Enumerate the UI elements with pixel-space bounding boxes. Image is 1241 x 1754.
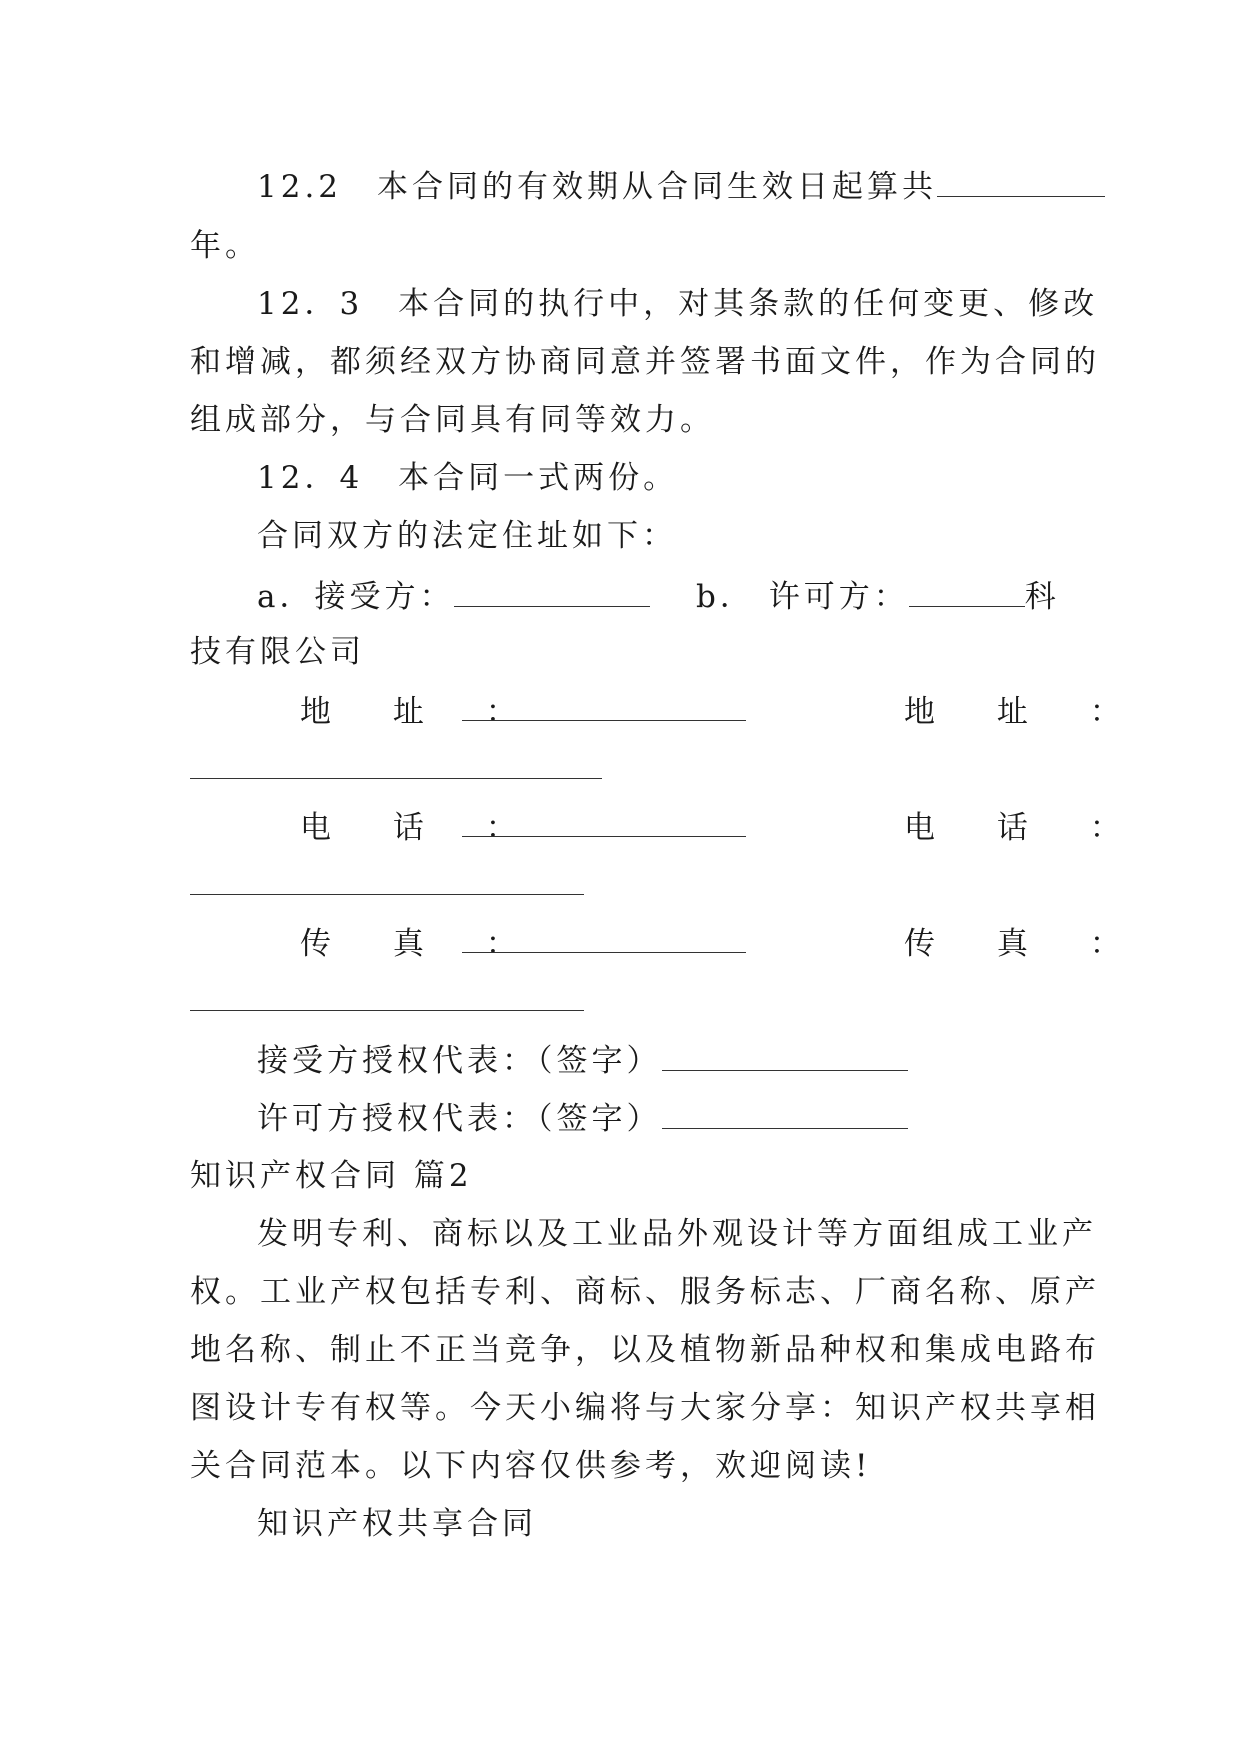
rep-b-label: 许可方授权代表：（签字） (257, 1101, 662, 1137)
fax-blank-left (462, 952, 746, 953)
clause-12-2-text: 12.2 本合同的有效期从合同生效日起算共 (257, 169, 938, 205)
intro-line4: 图设计专有权等。今天小编将与大家分享：知识产权共享相 (190, 1390, 1100, 1426)
clause-12-4: 12．4 本合同一式两份。 (257, 460, 679, 496)
address-label-left: 地 址 ： (300, 694, 543, 730)
intro-line3: 地名称、制止不正当竞争，以及植物新品种权和集成电路布 (190, 1332, 1100, 1368)
address-blank-left (462, 720, 746, 721)
party-a-label: a．接受方： (257, 579, 455, 615)
phone-label-left: 电 话 ： (300, 810, 543, 846)
fax-blank-right (190, 1010, 584, 1011)
clause-12-3-line3: 组成部分，与合同具有同等效力。 (190, 402, 715, 438)
rep-b-line (257, 1098, 908, 1139)
address-blank-right (190, 778, 602, 779)
phone-blank-right (190, 894, 584, 895)
party-b-blank (909, 576, 1025, 607)
phone-label-right: 电 话 ： (904, 810, 1147, 846)
party-b-cont: 技有限公司 (190, 634, 365, 670)
intro-line5: 关合同范本。以下内容仅供参考，欢迎阅读! (190, 1448, 872, 1484)
party-a-blank (454, 576, 650, 607)
address-intro: 合同双方的法定住址如下： (257, 518, 677, 554)
rep-a-label: 接受方授权代表：（签字） (257, 1043, 662, 1079)
fax-label-left: 传 真 ： (300, 926, 543, 962)
party-b-suffix: 科 (1024, 579, 1060, 615)
rep-b-blank (662, 1098, 908, 1129)
phone-blank-left (462, 836, 746, 837)
party-a-line (257, 576, 650, 617)
term-years-blank (937, 166, 1105, 197)
address-label-right: 地 址 ： (904, 694, 1147, 730)
subheading: 知识产权共享合同 (257, 1506, 537, 1542)
section-heading-2: 知识产权合同 篇2 (190, 1158, 473, 1194)
fax-label-right: 传 真 ： (904, 926, 1147, 962)
rep-a-blank (662, 1040, 908, 1071)
rep-a-line (257, 1040, 908, 1081)
clause-12-3-line1: 12．3 本合同的执行中，对其条款的任何变更、修改 (257, 286, 1099, 322)
clause-12-2-cont: 年。 (190, 228, 260, 264)
clause-12-2 (257, 166, 1105, 207)
clause-12-3-line2: 和增减，都须经双方协商同意并签署书面文件，作为合同的 (190, 344, 1100, 380)
party-b-label: b． 许可方： (696, 579, 909, 615)
party-b-line (696, 576, 1060, 617)
intro-line2: 权。工业产权包括专利、商标、服务标志、厂商名称、原产 (190, 1274, 1100, 1310)
intro-line1: 发明专利、商标以及工业品外观设计等方面组成工业产 (257, 1216, 1097, 1252)
